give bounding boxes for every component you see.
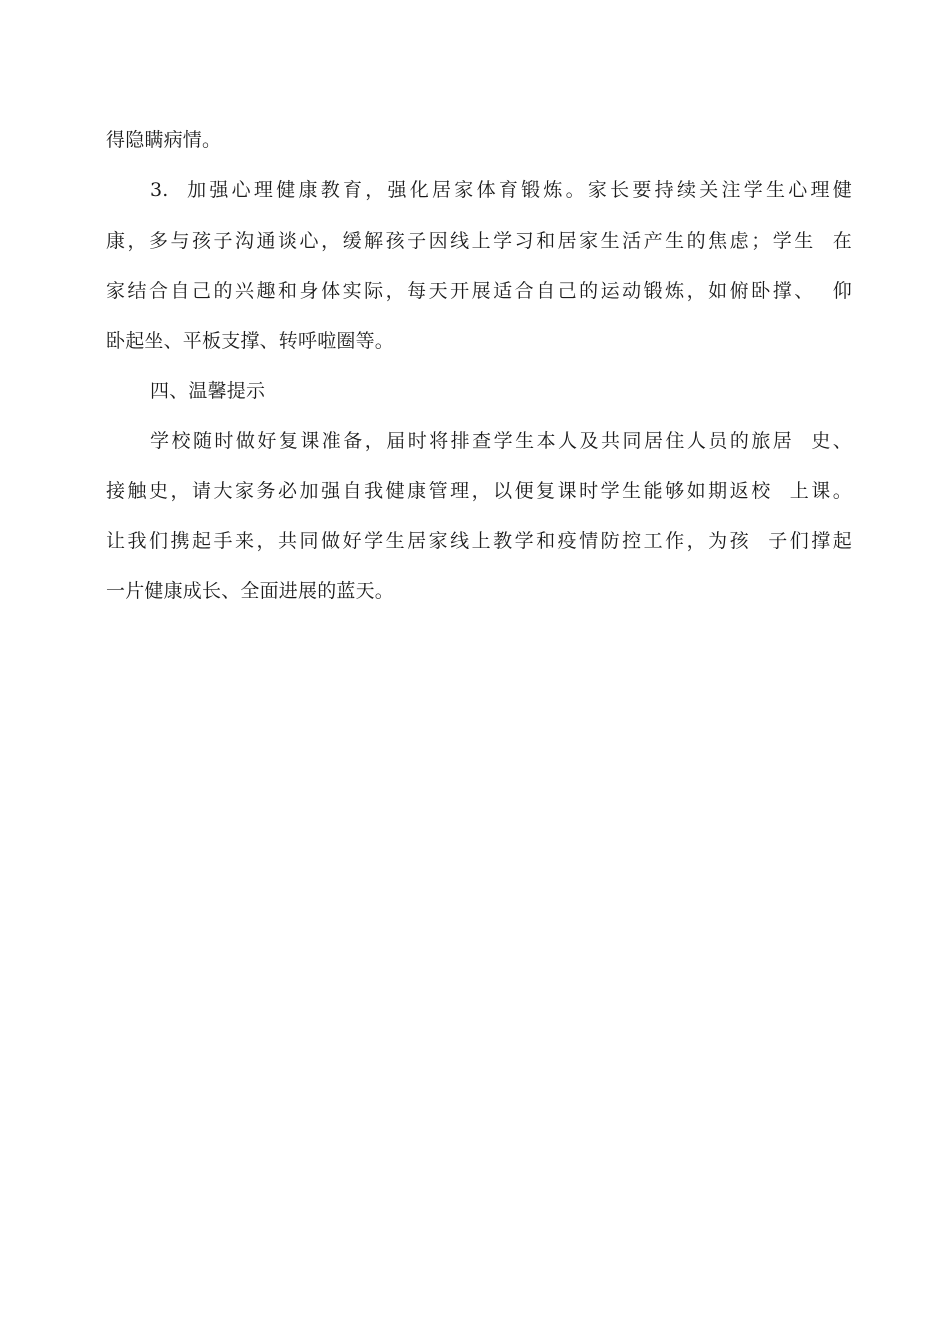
paragraph-line: 一片健康成长、全面进展的蓝天。 — [106, 580, 395, 602]
paragraph-line: 得隐瞒病情。 — [106, 129, 222, 151]
paragraph-line: 让我们携起手来，共同做好学生居家线上教学和疫情防控工作，为孩 子们撑起 — [106, 530, 852, 552]
section-heading: 四、温馨提示 — [150, 380, 266, 402]
paragraph-line: 接触史，请大家务必加强自我健康管理，以便复课时学生能够如期返校 上课。 — [106, 480, 852, 502]
paragraph-line: 康，多与孩子沟通谈心，缓解孩子因线上学习和居家生活产生的焦虑；学生 在 — [106, 230, 852, 252]
paragraph-line: 3. 加强心理健康教育，强化居家体育锻炼。家长要持续关注学生心理健 — [150, 179, 852, 201]
paragraph-line: 卧起坐、平板支撑、转呼啦圈等。 — [106, 330, 395, 352]
paragraph-line: 学校随时做好复课准备，届时将排查学生本人及共同居住人员的旅居 史、 — [150, 430, 852, 452]
paragraph-line: 家结合自己的兴趣和身体实际，每天开展适合自己的运动锻炼，如俯卧撑、 仰 — [106, 280, 852, 302]
